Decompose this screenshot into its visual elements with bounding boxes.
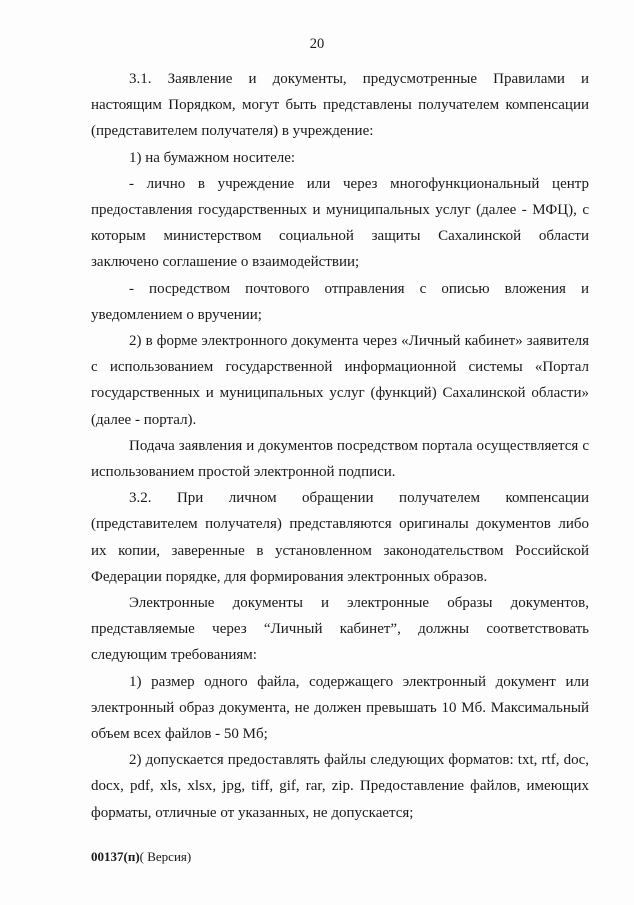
paragraph-3-1: 3.1. Заявление и документы, предусмотренные Правилами и настоящим Порядком, могут быть представлены получателем компенсации (представителем получателя) в учреждение: [91,71,589,140]
paragraph-requirements: Электронные документы и электронные образы документов, представляемые через “Личный кабинет”, должны соответствовать следующим требованиям: [91,595,589,664]
paragraph-file-formats: 2) допускается предоставлять файлы следующих форматов: txt, rtf, doc, docx, pdf, xls, xlsx, jpg, tiff, gif, rar, zip. Предоставление файлов, имеющих форматы, отличные от указанных, не допускается; [91,752,589,821]
document-version: ( Версия) [139,849,192,864]
document-body [91,66,589,826]
paragraph-in-person: - лично в учреждение или через многофункциональный центр предоставления государственных и муниципальных услуг (далее - МФЦ), с которым министерством социальной защиты Сахалинской области заключено соглашение о взаимодействии; [91,175,589,271]
page-number: 20 [309,36,325,52]
document-footer [91,849,191,865]
paragraph-3-2: 3.2. При личном обращении получателем компенсации (представителем получателя) представляются оригиналы документов либо их копии, заверенные в установленном законодательством Российской Федерации порядке, для формирования электронных образов. [91,490,589,585]
paragraph-item-1: 1) на бумажном носителе: [129,149,296,166]
paragraph-by-mail: - посредством почтового отправления с описью вложения и уведомлением о вручении; [91,280,589,323]
paragraph-signature: Подача заявления и документов посредством портала осуществляется с использованием простой электронной подписи. [91,437,589,481]
paragraph-file-size: 1) размер одного файла, содержащего электронный документ или электронный образ документа, не должен превышать 10 Мб. Максимальный объем всех файлов - 50 Мб; [91,673,589,743]
document-code: 00137(п) [91,849,140,864]
paragraph-item-2: 2) в форме электронного документа через «Личный кабинет» заявителя с использованием государственной информационной системы «Портал государственных и муниципальных услуг (функций) Сахалинской области» (далее - портал). [91,333,589,428]
